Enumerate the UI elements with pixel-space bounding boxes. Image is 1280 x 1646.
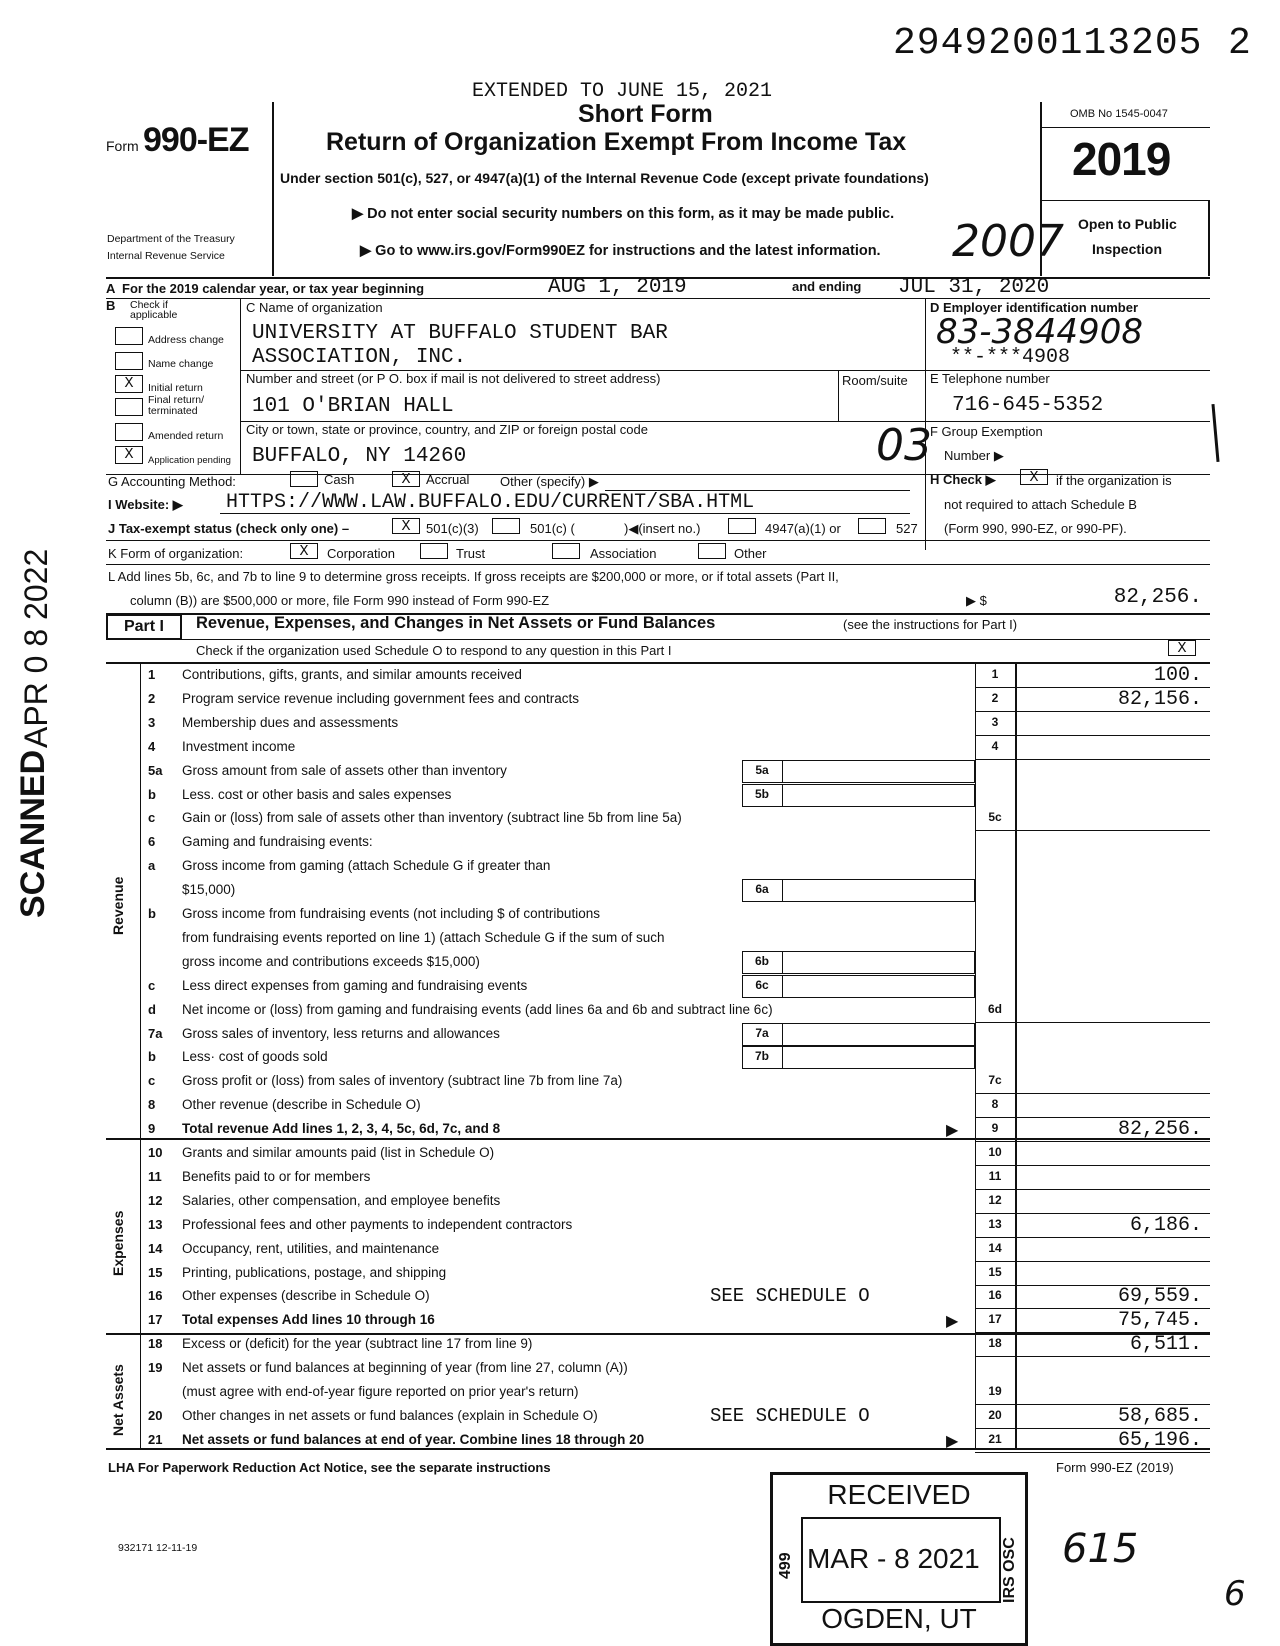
line-amount[interactable]: 65,196. (1117, 1428, 1202, 1452)
line-number: 12 (148, 1192, 163, 1208)
line-box-label: 15 (988, 1264, 1002, 1279)
line-description: Gross income from fundraising events (not including $ of contributions (182, 906, 600, 921)
line-description: Less. cost or other basis and sales expenses (182, 786, 452, 802)
line-number: b (148, 906, 156, 921)
document-locator-number: 2949200113205 (893, 22, 1203, 65)
line-row (0, 1166, 1280, 1189)
schedule-b-text-3: (Form 990, 990-EZ, or 990-PF). (944, 521, 1127, 536)
line-number: 14 (148, 1240, 163, 1256)
handwritten-03: 03 (876, 420, 932, 471)
short-form-label: Short Form (578, 100, 713, 128)
scanned-stamp: SCANNED (14, 749, 52, 918)
line-description: Program service revenue including government fees and contracts (182, 690, 579, 706)
line-box-label: 9 (991, 1121, 999, 1136)
line-description: Other expenses (describe in Schedule O) (182, 1288, 430, 1304)
extended-notice: EXTENDED TO JUNE 15, 2021 (472, 80, 773, 103)
line-row (0, 1357, 1280, 1380)
subline-amount-field[interactable] (742, 1023, 975, 1046)
line-amount[interactable]: 82,256. (1117, 1118, 1202, 1142)
line-row (0, 1023, 1280, 1046)
line-description: Other changes in net assets or fund balances (explain in Schedule O) (182, 1407, 598, 1423)
name-change-checkbox[interactable] (115, 352, 143, 370)
accrual-checkbox[interactable]: X (392, 471, 420, 487)
line-number: 21 (148, 1431, 163, 1447)
line-amount[interactable]: 82,156. (1117, 687, 1202, 711)
document-suffix: 2 (1228, 22, 1251, 65)
line-description: Salaries, other compensation, and employee benefits (182, 1192, 501, 1208)
subline-amount-field[interactable] (742, 784, 975, 807)
total-arrow-icon: ▶ (946, 1432, 959, 1450)
4947-label: 4947(a)(1) or (765, 521, 841, 536)
line-number: 10 (148, 1145, 163, 1160)
form-number: 990-EZ (143, 121, 249, 159)
name-change-label: Name change (148, 358, 214, 370)
trust-checkbox[interactable] (420, 543, 448, 559)
association-checkbox[interactable] (552, 543, 580, 559)
total-arrow-icon: ▶ (946, 1122, 959, 1140)
line-description: Occupancy, rent, utilities, and maintenance (182, 1240, 440, 1256)
subline-box-label: 7a (755, 1025, 769, 1040)
stamp-date: MAR - 8 2021 (807, 1543, 980, 1574)
total-arrow-icon: ▶ (946, 1313, 959, 1331)
schedule-b-checkbox[interactable]: X (1020, 469, 1048, 485)
501c-checkbox[interactable] (492, 518, 520, 534)
schedule-o-check-text: Check if the organization used Schedule O to respond to any question in this Part I (196, 643, 672, 658)
other-org-checkbox[interactable] (698, 543, 726, 559)
527-checkbox[interactable] (858, 518, 886, 534)
line-row (0, 855, 1280, 878)
line-description: Gross income from gaming (attach Schedule G if greater than (182, 858, 551, 874)
line-box-label: 19 (988, 1384, 1002, 1398)
side-label-net-assets: Net Assets (110, 1364, 126, 1436)
org-name-label: C Name of organization (246, 300, 383, 315)
handwritten-615: 615 (1062, 1526, 1139, 1572)
tax-exempt-status-label: J Tax-exempt status (check only one) – (108, 521, 350, 536)
line-row (0, 1285, 1280, 1308)
form-word: Form (106, 138, 139, 154)
line-box-label: 17 (988, 1312, 1002, 1327)
line-a-letter: A (106, 281, 116, 296)
cash-label: Cash (324, 472, 355, 487)
line-description: Gain or (loss) from sale of assets other than inventory (subtract line 5b from line 5a) (182, 810, 682, 826)
line-box-label: 14 (988, 1240, 1002, 1255)
stamp-received: RECEIVED (827, 1479, 971, 1510)
line-description: Net income or (loss) from gaming and fundraising events (add lines 6a and 6b and subtract line 6c) (182, 1001, 773, 1017)
omb-number: OMB No 1545-0047 (1070, 108, 1168, 120)
line-description: Printing, publications, postage, and shipping (182, 1264, 447, 1280)
line-b-letter: B (106, 298, 116, 313)
line-description: Total revenue Add lines 1, 2, 3, 4, 5c, 6d, 7c, and 8 (182, 1121, 501, 1137)
cash-checkbox[interactable] (290, 471, 318, 487)
line-description: Gross profit or (loss) from sales of inventory (subtract line 7b from line 7a) (182, 1073, 623, 1089)
527-label: 527 (896, 521, 918, 536)
subline-amount-field[interactable] (742, 975, 975, 998)
line-description: Benefits paid to or for members (182, 1168, 371, 1184)
line-row (0, 1046, 1280, 1069)
trust-label: Trust (456, 546, 486, 561)
line-number: 3 (148, 714, 156, 730)
group-exemption-label: F Group Exemption (930, 424, 1043, 439)
tax-year-begin: AUG 1, 2019 (548, 276, 687, 299)
line-row (0, 927, 1280, 950)
line-number: 1 (148, 667, 156, 682)
check-applicable-label: Check if applicable (130, 299, 178, 321)
line-description: Less direct expenses from gaming and fundraising events (182, 977, 528, 993)
line-number: c (148, 977, 156, 993)
line-row (0, 1094, 1280, 1117)
line-box-label: 6d (987, 1001, 1002, 1016)
line-row (0, 1405, 1280, 1428)
final-return-checkbox[interactable] (115, 398, 143, 416)
line-amount[interactable]: 75,745. (1117, 1309, 1202, 1333)
line-row (0, 664, 1280, 687)
line-description: Less· cost of goods sold (182, 1049, 328, 1065)
line-number: 5a (148, 762, 163, 778)
website-label: I Website: ▶ (108, 497, 183, 512)
line-description: Grants and similar amounts paid (list in Schedule O) (182, 1145, 495, 1160)
line-amount[interactable]: 69,559. (1117, 1285, 1202, 1309)
line-row (0, 999, 1280, 1022)
website-notice: ▶ Go to www.irs.gov/Form990EZ for instructions and the latest information. (360, 243, 881, 259)
street-label: Number and street (or P O. box if mail is not delivered to street address) (246, 371, 661, 386)
stamp-city: OGDEN, UT (821, 1603, 977, 1634)
schedule-b-check-label: H Check ▶ (930, 472, 996, 487)
group-exemption-number-label: Number ▶ (944, 448, 1004, 463)
schedule-b-text-2: not required to attach Schedule B (944, 497, 1137, 512)
line-row (0, 1262, 1280, 1285)
subline-amount-field[interactable] (742, 951, 975, 974)
line-description: gross income and contributions exceeds $15,000) (182, 953, 480, 969)
501c3-checkbox[interactable]: X (392, 518, 420, 534)
accrual-label: Accrual (426, 472, 470, 487)
line-description: Net assets or fund balances at beginning of year (from line 27, column (A)) (182, 1360, 628, 1376)
see-schedule-o: SEE SCHEDULE O (710, 1404, 870, 1427)
line-description: (must agree with end-of-year figure reported on prior year's return) (182, 1384, 579, 1399)
part-1-title: Revenue, Expenses, and Changes in Net Assets or Fund Balances (196, 614, 716, 632)
line-description: Other revenue (describe in Schedule O) (182, 1097, 421, 1113)
line-row (0, 807, 1280, 830)
subline-box-label: 7b (754, 1049, 769, 1064)
line-box-label: 7c (988, 1073, 1002, 1088)
and-ending-label: and ending (792, 279, 862, 294)
line-description: Gross amount from sale of assets other than inventory (182, 762, 507, 778)
line-box-label: 4 (991, 738, 999, 753)
line-box-label: 3 (991, 714, 999, 729)
line-amount[interactable]: 6,511. (1129, 1333, 1202, 1357)
line-row (0, 975, 1280, 998)
subline-amount-field[interactable] (742, 760, 975, 783)
line-row (0, 1309, 1280, 1332)
line-number: 19 (148, 1360, 163, 1376)
corporation-checkbox[interactable]: X (290, 543, 318, 559)
line-row (0, 1429, 1280, 1452)
open-public-2: Inspection (1092, 241, 1163, 257)
line-row (0, 1333, 1280, 1356)
city-label: City or town, state or province, country, and ZIP or foreign postal code (246, 422, 648, 437)
corporation-label: Corporation (327, 546, 395, 561)
final-return-label: Final return/ terminated (148, 394, 205, 417)
line-row (0, 1381, 1280, 1404)
501c-label: 501(c) ( (530, 521, 575, 536)
handwritten-ein: 83-3844908 (936, 312, 1143, 352)
gross-receipts-text-2: column (B)) are $500,000 or more, file Form 990 instead of Form 990-EZ (130, 593, 550, 608)
line-number: 15 (148, 1264, 163, 1280)
tax-year-end: JUL 31, 2020 (898, 276, 1050, 299)
gross-receipts-value: 82,256. (1113, 586, 1202, 609)
stamp-irs-osc: IRS OSC (1001, 1537, 1018, 1603)
line-number: 6 (148, 834, 156, 850)
lha-notice: LHA For Paperwork Reduction Act Notice, see the separate instructions (108, 1460, 551, 1475)
part-1-badge: Part I (106, 614, 182, 640)
line-number: 20 (148, 1407, 163, 1423)
line-number: b (148, 786, 156, 802)
line-box-label: 20 (988, 1407, 1002, 1422)
tax-year: 2019 (1072, 133, 1171, 185)
line-description: Total expenses Add lines 10 through 16 (182, 1312, 435, 1328)
line-row (0, 831, 1280, 854)
line-row (0, 879, 1280, 902)
line-box-label: 2 (991, 690, 999, 705)
footer-form-label: Form 990-EZ (2019) (1056, 1460, 1174, 1475)
application-pending-label: Application pending (148, 455, 231, 466)
address-change-checkbox[interactable] (115, 327, 143, 345)
application-pending-checkbox[interactable]: X (115, 446, 143, 464)
line-box-label: 21 (988, 1431, 1002, 1446)
line-number: a (148, 858, 156, 874)
line-box-label: 8 (991, 1097, 999, 1112)
line-description: Investment income (182, 738, 296, 754)
line-box-label: 18 (988, 1336, 1002, 1351)
handwritten-mark (1211, 404, 1219, 462)
other-org-label: Other (734, 546, 767, 561)
line-box-label: 16 (988, 1288, 1002, 1303)
stamp-number: 499 (777, 1552, 794, 1579)
line-box-label: 1 (991, 667, 999, 681)
handwritten-2007: 2007 (952, 216, 1064, 267)
line-number: 16 (148, 1288, 163, 1304)
ein-value: **-***4908 (950, 346, 1071, 369)
line-row (0, 760, 1280, 783)
telephone-label: E Telephone number (930, 371, 1050, 386)
subline-box-label: 6a (755, 882, 769, 897)
line-number: 18 (148, 1336, 163, 1352)
line-row (0, 784, 1280, 807)
line-description: $15,000) (182, 882, 236, 898)
side-label-revenue: Revenue (110, 876, 126, 935)
line-amount[interactable]: 58,685. (1117, 1404, 1202, 1428)
website-value: HTTPS://WWW.LAW.BUFFALO.EDU/CURRENT/SBA.HTML (226, 491, 755, 514)
line-number: 7a (148, 1025, 163, 1041)
line-description: Contributions, gifts, grants, and similar amounts received (182, 667, 522, 682)
line-row (0, 951, 1280, 974)
subline-box-label: 5b (754, 786, 769, 801)
form-subtitle: Under section 501(c), 527, or 4947(a)(1) of the Internal Revenue Code (except private foundations) (280, 170, 929, 186)
line-row (0, 1118, 1280, 1141)
initial-return-checkbox[interactable]: X (115, 375, 143, 393)
line-row (0, 736, 1280, 759)
line-row (0, 688, 1280, 711)
line-description: Excess or (deficit) for the year (subtract line 17 from line 9) (182, 1336, 533, 1352)
form-of-org-label: K Form of organization: (108, 546, 244, 561)
handwritten-6: 6 (1224, 1574, 1246, 1614)
line-number: d (148, 1001, 156, 1017)
gross-receipts-text-1: L Add lines 5b, 6c, and 7b to line 9 to determine gross receipts. If gross receipts are $200,000 or more, or if total assets (Part II, (108, 569, 839, 584)
line-row (0, 1190, 1280, 1213)
room-suite-label: Room/suite (842, 373, 908, 388)
line-number: 9 (148, 1121, 156, 1137)
line-row (0, 712, 1280, 735)
received-stamp (770, 1472, 1028, 1646)
line-number: b (148, 1049, 156, 1065)
line-row (0, 1142, 1280, 1165)
side-label-expenses: Expenses (110, 1210, 126, 1276)
dept-treasury: Department of the Treasury (107, 233, 235, 245)
line-number: 2 (148, 690, 156, 706)
line-number: c (148, 1073, 156, 1089)
ssn-notice: ▶ Do not enter social security numbers on this form, as it may be made public. (352, 206, 895, 222)
line-amount[interactable]: 6,186. (1129, 1213, 1202, 1237)
schedule-b-text-1: if the organization is (1056, 473, 1172, 488)
street-address: 101 O'BRIAN HALL (252, 395, 454, 418)
city-state-zip: BUFFALO, NY 14260 (252, 445, 467, 468)
line-box-label: 13 (988, 1216, 1002, 1231)
line-description: Professional fees and other payments to independent contractors (182, 1216, 573, 1232)
address-change-label: Address change (148, 334, 224, 346)
ein-label: D Employer identification number (930, 300, 1139, 315)
irs-label: Internal Revenue Service (107, 250, 225, 262)
line-row (0, 1214, 1280, 1237)
line-description: Membership dues and assessments (182, 714, 399, 730)
501c3-label: 501(c)(3) (426, 521, 479, 536)
accounting-method-label: G Accounting Method: (108, 474, 236, 489)
part-1-see-instructions: (see the instructions for Part I) (843, 617, 1018, 632)
line-description: Gross sales of inventory, less returns and allowances (182, 1025, 500, 1041)
line-row (0, 1238, 1280, 1261)
subline-box-label: 6c (755, 977, 769, 992)
line-amount[interactable]: 100. (1153, 664, 1202, 687)
line-row (0, 1070, 1280, 1093)
subline-amount-field[interactable] (742, 879, 975, 902)
initial-return-label: Initial return (148, 382, 203, 394)
scanned-date: APR 0 8 2022 (18, 548, 54, 748)
gross-receipts-arrow: ▶ $ (966, 593, 987, 608)
line-number: 11 (148, 1168, 162, 1184)
line-description: from fundraising events reported on line 1) (attach Schedule G if the sum of such (182, 929, 665, 945)
tax-year-label: For the 2019 calendar year, or tax year beginning (122, 281, 425, 296)
open-public-1: Open to Public (1078, 216, 1177, 232)
association-label: Association (590, 546, 657, 561)
line-number: 13 (148, 1216, 163, 1232)
form-code: 932171 12-11-19 (118, 1542, 198, 1554)
org-name-line-1: UNIVERSITY AT BUFFALO STUDENT BAR (252, 322, 668, 345)
form-title: Return of Organization Exempt From Income Tax (326, 128, 907, 156)
line-description: Gaming and fundraising events: (182, 834, 373, 850)
line-box-label: 11 (988, 1168, 1002, 1183)
subline-amount-field[interactable] (742, 1046, 975, 1069)
line-box-label: 5c (988, 810, 1002, 825)
see-schedule-o: SEE SCHEDULE O (710, 1285, 870, 1308)
amended-return-label: Amended return (148, 430, 224, 442)
line-row (0, 903, 1280, 926)
schedule-o-checkbox[interactable]: X (1168, 640, 1196, 656)
subline-box-label: 6b (754, 953, 769, 968)
amended-return-checkbox[interactable] (115, 423, 143, 441)
line-number: 8 (148, 1097, 156, 1113)
telephone-value: 716-645-5352 (952, 394, 1104, 417)
line-number: 4 (148, 738, 156, 754)
line-number: 17 (148, 1312, 163, 1328)
other-method-label: Other (specify) ▶ (500, 474, 599, 489)
line-box-label: 12 (988, 1192, 1002, 1207)
line-number: c (148, 810, 156, 826)
subline-box-label: 5a (755, 762, 769, 777)
org-name-line-2: ASSOCIATION, INC. (252, 346, 467, 369)
4947-checkbox[interactable] (728, 518, 756, 534)
insert-number-label: )◀(insert no.) (624, 521, 701, 536)
line-description: Net assets or fund balances at end of year. Combine lines 18 through 20 (182, 1431, 645, 1447)
line-box-label: 10 (988, 1145, 1002, 1159)
